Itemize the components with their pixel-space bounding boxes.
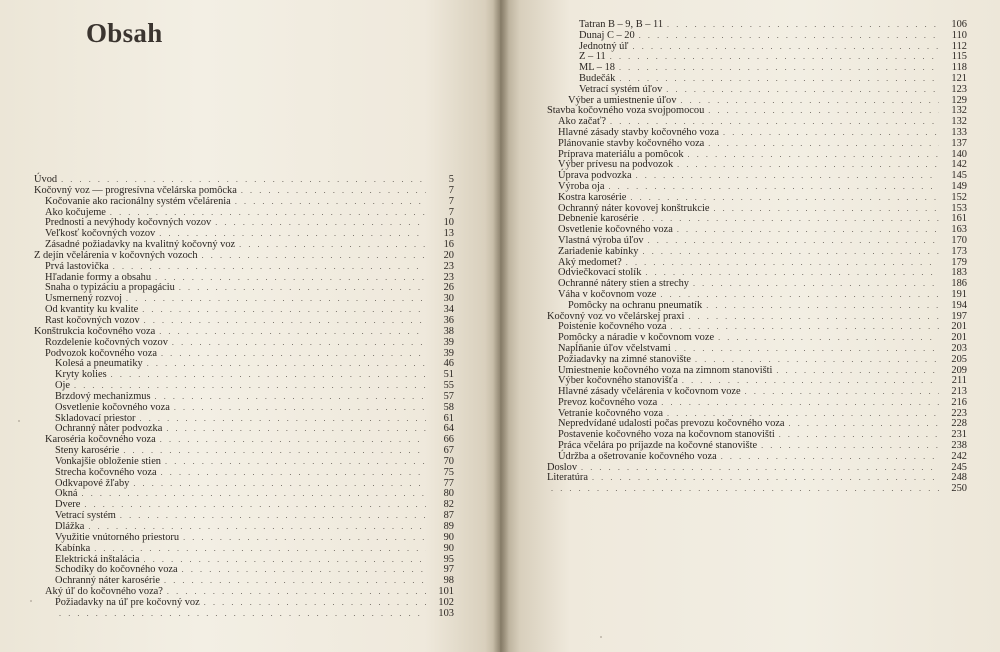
toc-entry-page-number: 209 (951, 364, 967, 376)
toc-entry-page-number: 149 (951, 180, 967, 192)
toc-entry-title: Jednotný úľ (579, 40, 629, 52)
toc-entry (547, 171, 967, 182)
toc-entry-title: Nepredvídané udalosti počas prevozu kočovného voza (558, 418, 785, 430)
toc-entry-page-number: 197 (951, 310, 967, 322)
toc-dot-leader (718, 333, 939, 344)
toc-dot-leader (648, 236, 939, 247)
toc-entry-page-number: 64 (443, 423, 454, 435)
toc-entry-page-number: 75 (443, 466, 454, 478)
toc-entry-page-number: 10 (443, 217, 454, 229)
toc-entry-title: Prvá lastovička (45, 260, 109, 272)
toc-entry-title: Odviečkovací stolík (558, 267, 642, 279)
toc-entry-page-number: 7 (448, 195, 454, 207)
toc-dot-leader (174, 403, 426, 414)
toc-dot-leader (667, 20, 939, 31)
toc-entry-page-number: 7 (448, 206, 454, 218)
toc-entry-title: Hľadanie formy a obsahu (45, 271, 152, 283)
toc-entry-title: Výber prívesu na podvozok (558, 159, 674, 171)
toc-entry-page-number: 30 (443, 293, 454, 305)
toc-entry-page-number: 248 (951, 472, 967, 484)
toc-entry-title: Ako kočujeme (45, 206, 106, 218)
toc-entry-page-number: 101 (438, 586, 454, 598)
toc-entry-page-number: 55 (443, 380, 454, 392)
toc-entry-page-number: 194 (951, 299, 967, 311)
toc-entry-page-number: 228 (951, 418, 967, 430)
toc-entry-title: Zariadenie kabínky (558, 245, 639, 257)
toc-dot-leader (551, 484, 939, 495)
toc-entry-page-number: 66 (443, 434, 454, 446)
toc-entry-title: Kočovný voz vo včelárskej praxi (547, 310, 685, 322)
toc-entry-title: Debnenie karosérie (558, 213, 639, 225)
toc-dot-leader (688, 312, 939, 323)
toc-entry-title: Rast kočovných vozov (45, 314, 140, 326)
toc-dot-leader (144, 555, 426, 566)
toc-dot-leader (94, 544, 426, 555)
toc-entry-title: Váha v kočovnom voze (558, 288, 657, 300)
toc-entry-page-number: 61 (443, 412, 454, 424)
toc-entry-title: Brzdový mechanizmus (55, 390, 151, 402)
toc-entry (547, 247, 967, 258)
toc-entry (34, 479, 454, 490)
toc-entry-page-number: 115 (951, 51, 967, 63)
toc-dot-leader (713, 204, 939, 215)
toc-entry-title: Požiadavky na zimné stanovište (558, 353, 692, 365)
toc-entry (34, 468, 454, 479)
toc-entry-title: Vetranie kočovného voza (558, 407, 664, 419)
toc-dot-leader (204, 598, 426, 609)
toc-entry-page-number: 179 (951, 256, 967, 268)
toc-entry-title: Strecha kočovného voza (55, 466, 157, 478)
toc-entry-page-number: 201 (951, 332, 967, 344)
toc-entry-page-number: 213 (951, 386, 967, 398)
toc-entry (34, 262, 454, 273)
toc-entry-title: Kolesá a pneumatiky (55, 358, 143, 370)
toc-dot-leader (592, 473, 939, 484)
toc-entry-page-number: 90 (443, 531, 454, 543)
toc-entry-page-number: 7 (448, 184, 454, 196)
toc-entry-page-number: 152 (951, 191, 967, 203)
toc-dot-leader (147, 359, 426, 370)
toc-entry-page-number: 163 (951, 224, 967, 236)
toc-dot-leader (172, 338, 426, 349)
toc-entry-page-number: 161 (951, 213, 967, 225)
book-gutter (493, 0, 509, 652)
toc-dot-leader (142, 305, 426, 316)
toc-entry-title: Úvod (34, 174, 58, 185)
toc-dot-leader (182, 565, 426, 576)
toc-left-column (34, 175, 454, 620)
toc-entry-title: Úprava podvozka (558, 170, 632, 182)
toc-entry-title: Rozdelenie kočovných vozov (45, 336, 168, 348)
toc-dot-leader (215, 218, 426, 229)
toc-entry-page-number: 77 (443, 477, 454, 489)
toc-dot-leader (84, 500, 426, 511)
toc-entry-title: Ako začať? (558, 116, 606, 128)
toc-dot-leader (164, 576, 426, 587)
toc-dot-leader (643, 247, 940, 258)
toc-entry (34, 609, 454, 620)
toc-entry-title: Z – 11 (579, 51, 606, 63)
page-title: Obsah (86, 18, 163, 48)
toc-dot-leader (608, 182, 939, 193)
toc-entry (547, 484, 967, 495)
toc-entry-page-number: 186 (951, 278, 967, 290)
toc-dot-leader (666, 85, 939, 96)
toc-entry-page-number: 110 (951, 29, 967, 41)
toc-dot-leader (239, 240, 426, 251)
toc-entry-page-number: 90 (443, 542, 454, 554)
toc-entry-page-number: 142 (951, 159, 967, 171)
toc-entry-page-number: 129 (951, 94, 967, 106)
toc-entry-page-number: 191 (951, 288, 967, 300)
toc-entry-title: Aký medomet? (558, 256, 622, 268)
toc-entry-title: Osvetlenie kočovného voza (558, 224, 673, 236)
toc-dot-leader (779, 430, 939, 441)
toc-entry-page-number: 13 (443, 228, 454, 240)
toc-entry-title: Odkvapové žľaby (55, 477, 130, 489)
toc-entry-page-number: 89 (443, 521, 454, 532)
right-page (500, 0, 1000, 652)
toc-entry (34, 489, 454, 500)
toc-entry-title: Pomôcky na ochranu pneumatík (568, 299, 703, 311)
toc-entry-page-number: 23 (443, 260, 454, 272)
toc-entry-page-number: 238 (951, 440, 967, 452)
toc-entry-title: Karoséria kočovného voza (45, 434, 156, 446)
toc-entry-page-number: 112 (951, 40, 967, 52)
toc-entry-title: Steny karosérie (55, 445, 120, 457)
toc-entry-title: Skladovací priestor (55, 412, 136, 424)
toc-dot-leader (581, 463, 939, 474)
toc-entry-page-number: 80 (443, 488, 454, 500)
toc-entry-page-number: 51 (443, 369, 454, 381)
toc-dot-leader (159, 327, 426, 338)
toc-dot-leader (123, 446, 426, 457)
toc-entry-title: Podvozok kočovného voza (45, 347, 157, 359)
toc-dot-leader (708, 139, 939, 150)
toc-dot-leader (133, 479, 426, 490)
toc-entry-title: Stavba kočovného voza svojpomocou (547, 105, 705, 117)
toc-entry-page-number: 34 (443, 304, 454, 316)
toc-entry-page-number: 95 (443, 553, 454, 565)
toc-entry-page-number: 97 (443, 564, 454, 576)
toc-entry-page-number: 57 (443, 390, 454, 402)
toc-entry-title: Dvere (55, 499, 81, 511)
toc-entry-title: Hlavné zásady včelárenia v kočovnom voze (558, 386, 741, 398)
toc-dot-leader (155, 392, 426, 403)
toc-entry-page-number: 121 (951, 72, 967, 84)
toc-entry-page-number: 132 (951, 116, 967, 128)
toc-entry-title: Usmernený rozvoj (45, 293, 123, 305)
toc-entry-page-number: 98 (443, 575, 454, 587)
toc-entry (547, 473, 967, 484)
toc-entry-title: Kryty kolies (55, 369, 107, 381)
toc-dot-leader (161, 468, 426, 479)
toc-entry-page-number: 39 (443, 347, 454, 359)
toc-dot-leader (721, 452, 939, 463)
toc-dot-leader (161, 349, 426, 360)
toc-entry-page-number: 123 (951, 83, 967, 95)
toc-entry-title: Práca včelára po príjazde na kočovné stanovište (558, 440, 758, 452)
toc-entry-title: Veľkosť kočovných vozov (45, 228, 156, 240)
toc-entry-page-number: 140 (951, 148, 967, 160)
toc-entry-title: Umiestnenie kočovného voza na zimnom stanovišti (558, 364, 773, 376)
toc-entry (547, 193, 967, 204)
toc-entry-title: Vetrací systém úľov (579, 83, 663, 95)
toc-dot-leader (645, 268, 939, 279)
toc-entry (547, 452, 967, 463)
toc-entry-title: Výber kočovného stanovišťa (558, 375, 678, 387)
toc-entry (34, 511, 454, 522)
toc-dot-leader (630, 193, 939, 204)
toc-entry-page-number: 145 (951, 170, 967, 182)
toc-dot-leader (111, 370, 426, 381)
toc-entry (547, 463, 967, 474)
toc-dot-leader (708, 106, 939, 117)
toc-dot-leader (677, 225, 939, 236)
toc-entry-title: Ochranné nátery stien a strechy (558, 278, 689, 290)
toc-entry-page-number: 67 (443, 445, 454, 457)
toc-dot-leader (140, 414, 426, 425)
toc-entry-title: Údržba a ošetrovanie kočovného voza (558, 450, 717, 462)
toc-dot-leader (626, 258, 939, 269)
toc-entry-title: Doslov (547, 461, 578, 473)
toc-dot-leader (202, 251, 426, 262)
toc-entry-page-number: 170 (951, 234, 967, 246)
toc-dot-leader (688, 150, 939, 161)
toc-dot-leader (155, 273, 426, 284)
toc-dot-leader (82, 489, 426, 500)
toc-dot-leader (166, 424, 426, 435)
toc-entry-title: Kostra karosérie (558, 191, 627, 203)
toc-entry-title: Snaha o typizáciu a propagáciu (45, 282, 175, 294)
toc-entry-page-number: 38 (443, 325, 454, 337)
toc-dot-leader (113, 262, 426, 273)
toc-entry-page-number: 132 (951, 105, 967, 117)
toc-entry-page-number: 223 (951, 407, 967, 419)
toc-entry-page-number: 173 (951, 245, 967, 257)
paper-speck (18, 420, 20, 422)
toc-dot-leader (126, 294, 426, 305)
toc-entry-title: Kočovanie ako racionálny systém včelárenia (45, 195, 231, 207)
toc-entry-page-number: 46 (443, 358, 454, 370)
toc-dot-leader (693, 279, 939, 290)
toc-dot-leader (675, 344, 939, 355)
toc-entry-title: Elektrická inštalácia (55, 553, 140, 565)
toc-entry (547, 301, 967, 312)
toc-entry-title: Príprava materiálu a pomôcok (558, 148, 684, 160)
toc-entry-title: Prednosti a nevýhody kočovných vozov (45, 217, 212, 229)
toc-entry-page-number: 23 (443, 271, 454, 283)
toc-entry-title: Tatran B – 9, B – 11 (579, 19, 664, 30)
toc-entry-title: Aký úľ do kočovného voza? (45, 586, 163, 598)
toc-entry (34, 544, 454, 555)
toc-entry (34, 338, 454, 349)
toc-entry-title: Zásadné požiadavky na kvalitný kočovný voz (45, 239, 236, 251)
toc-dot-leader (160, 435, 426, 446)
toc-entry-title: Pomôcky a náradie v kočovnom voze (558, 332, 715, 344)
toc-entry-title: Ochranný náter podvozka (55, 423, 163, 435)
toc-entry-title: Ochranný náter karosérie (55, 575, 161, 587)
toc-entry (34, 403, 454, 414)
toc-entry-page-number: 211 (951, 375, 967, 387)
toc-entry-title: Konštrukcia kočovného voza (34, 325, 156, 337)
toc-entry-title: Okná (55, 488, 78, 500)
toc-entry-page-number: 153 (951, 202, 967, 214)
toc-entry-title: Prevoz kočovného voza (558, 396, 658, 408)
toc-entry-page-number: 103 (438, 607, 454, 619)
toc-entry-page-number: 242 (951, 450, 967, 462)
toc-dot-leader (167, 587, 426, 598)
toc-dot-leader (165, 457, 426, 468)
toc-dot-leader (761, 441, 939, 452)
toc-entry-title: Výber a umiestnenie úľov (568, 94, 677, 106)
toc-entry-title: Napĺňanie úľov včelstvami (558, 342, 671, 354)
toc-entry-page-number: 231 (951, 429, 967, 441)
toc-entry-title: Oje (55, 380, 71, 392)
toc-entry-page-number: 39 (443, 336, 454, 348)
toc-entry (547, 355, 967, 366)
toc-entry-page-number: 183 (951, 267, 967, 279)
toc-entry-page-number: 20 (443, 249, 454, 261)
toc-entry (34, 598, 454, 609)
toc-dot-leader (610, 52, 939, 63)
toc-entry-title: Od kvantity ku kvalite (45, 304, 139, 316)
toc-entry (547, 31, 967, 42)
toc-entry (547, 85, 967, 96)
toc-entry-page-number: 82 (443, 499, 454, 511)
toc-entry-title: Využitie vnútorného priestoru (55, 531, 180, 543)
toc-right-column (547, 20, 967, 495)
toc-entry-title: Dunaj C – 20 (579, 29, 635, 41)
toc-entry-title: Vlastná výroba úľov (558, 234, 644, 246)
toc-entry-page-number: 102 (438, 596, 454, 608)
toc-entry-title: Schodíky do kočovného voza (55, 564, 178, 576)
toc-dot-leader (661, 398, 939, 409)
toc-entry-title: Poistenie kočovného voza (558, 321, 667, 333)
toc-entry-title: Literatúra (547, 472, 588, 484)
toc-dot-leader (179, 283, 426, 294)
toc-entry-title: Vetrací systém (55, 510, 116, 522)
toc-dot-leader (695, 355, 939, 366)
toc-entry-page-number: 201 (951, 321, 967, 333)
toc-entry (34, 197, 454, 208)
toc-entry-page-number: 26 (443, 282, 454, 294)
toc-entry-page-number: 216 (951, 396, 967, 408)
toc-entry-title: Kočovný voz — progresívna včelárska pomôcka (34, 184, 237, 196)
toc-dot-leader (235, 197, 426, 208)
toc-entry-title: Postavenie kočovného voza na kočovnom stanovišti (558, 429, 775, 441)
toc-entry-page-number: 36 (443, 314, 454, 326)
toc-entry (34, 370, 454, 381)
toc-dot-leader (706, 301, 939, 312)
toc-entry (547, 139, 967, 150)
toc-entry-page-number: 118 (951, 62, 967, 74)
toc-entry-title: Požiadavky na úľ pre kočovný voz (55, 596, 200, 608)
toc-entry-title: Dlážka (55, 521, 85, 532)
paper-speck (600, 636, 602, 638)
toc-dot-leader (639, 31, 939, 42)
paper-speck (30, 600, 32, 602)
toc-entry-page-number: 87 (443, 510, 454, 522)
toc-entry-title: Výroba oja (558, 180, 605, 192)
toc-entry-page-number: 5 (448, 174, 454, 185)
toc-entry-title: ML – 18 (579, 62, 615, 74)
toc-entry-page-number: 58 (443, 401, 454, 413)
toc-entry-page-number: 203 (951, 342, 967, 354)
toc-entry-page-number: 205 (951, 353, 967, 365)
toc-dot-leader (59, 609, 426, 620)
toc-entry-page-number: 16 (443, 239, 454, 251)
toc-dot-leader (183, 533, 426, 544)
toc-entry-title: Plánovanie stavby kočovného voza (558, 137, 705, 149)
toc-entry-page-number: 70 (443, 455, 454, 467)
toc-entry-title: Ochranný náter kovovej konštrukcie (558, 202, 710, 214)
toc-dot-leader (619, 63, 939, 74)
toc-entry-title: Vonkajšie obloženie stien (55, 455, 162, 467)
toc-dot-leader (144, 316, 426, 327)
toc-entry-page-number: 137 (951, 137, 967, 149)
toc-entry-page-number: 133 (951, 126, 967, 138)
toc-dot-leader (120, 511, 426, 522)
toc-dot-leader (660, 290, 939, 301)
toc-dot-leader (636, 171, 939, 182)
toc-dot-leader (241, 186, 426, 197)
toc-entry-title: Budečák (579, 72, 616, 84)
toc-dot-leader (680, 96, 939, 107)
toc-entry-page-number: 245 (951, 461, 967, 473)
toc-entry (34, 533, 454, 544)
toc-entry-page-number: 250 (951, 483, 967, 495)
toc-dot-leader (723, 128, 939, 139)
toc-entry (547, 42, 967, 53)
toc-entry-title: Kabínka (55, 542, 91, 554)
toc-entry-title: Hlavné zásady stavby kočovného voza (558, 126, 719, 138)
toc-dot-leader (619, 74, 939, 85)
toc-dot-leader (633, 42, 939, 53)
toc-dot-leader (789, 419, 940, 430)
toc-dot-leader (745, 387, 939, 398)
toc-dot-leader (643, 214, 940, 225)
toc-entry (547, 106, 967, 117)
toc-entry-title: Osvetlenie kočovného voza (55, 401, 170, 413)
toc-entry-title: Z dejín včelárenia v kočovných vozoch (34, 249, 198, 261)
toc-dot-leader (677, 160, 939, 171)
toc-entry-page-number: 106 (951, 19, 967, 30)
toc-dot-leader (776, 366, 939, 377)
